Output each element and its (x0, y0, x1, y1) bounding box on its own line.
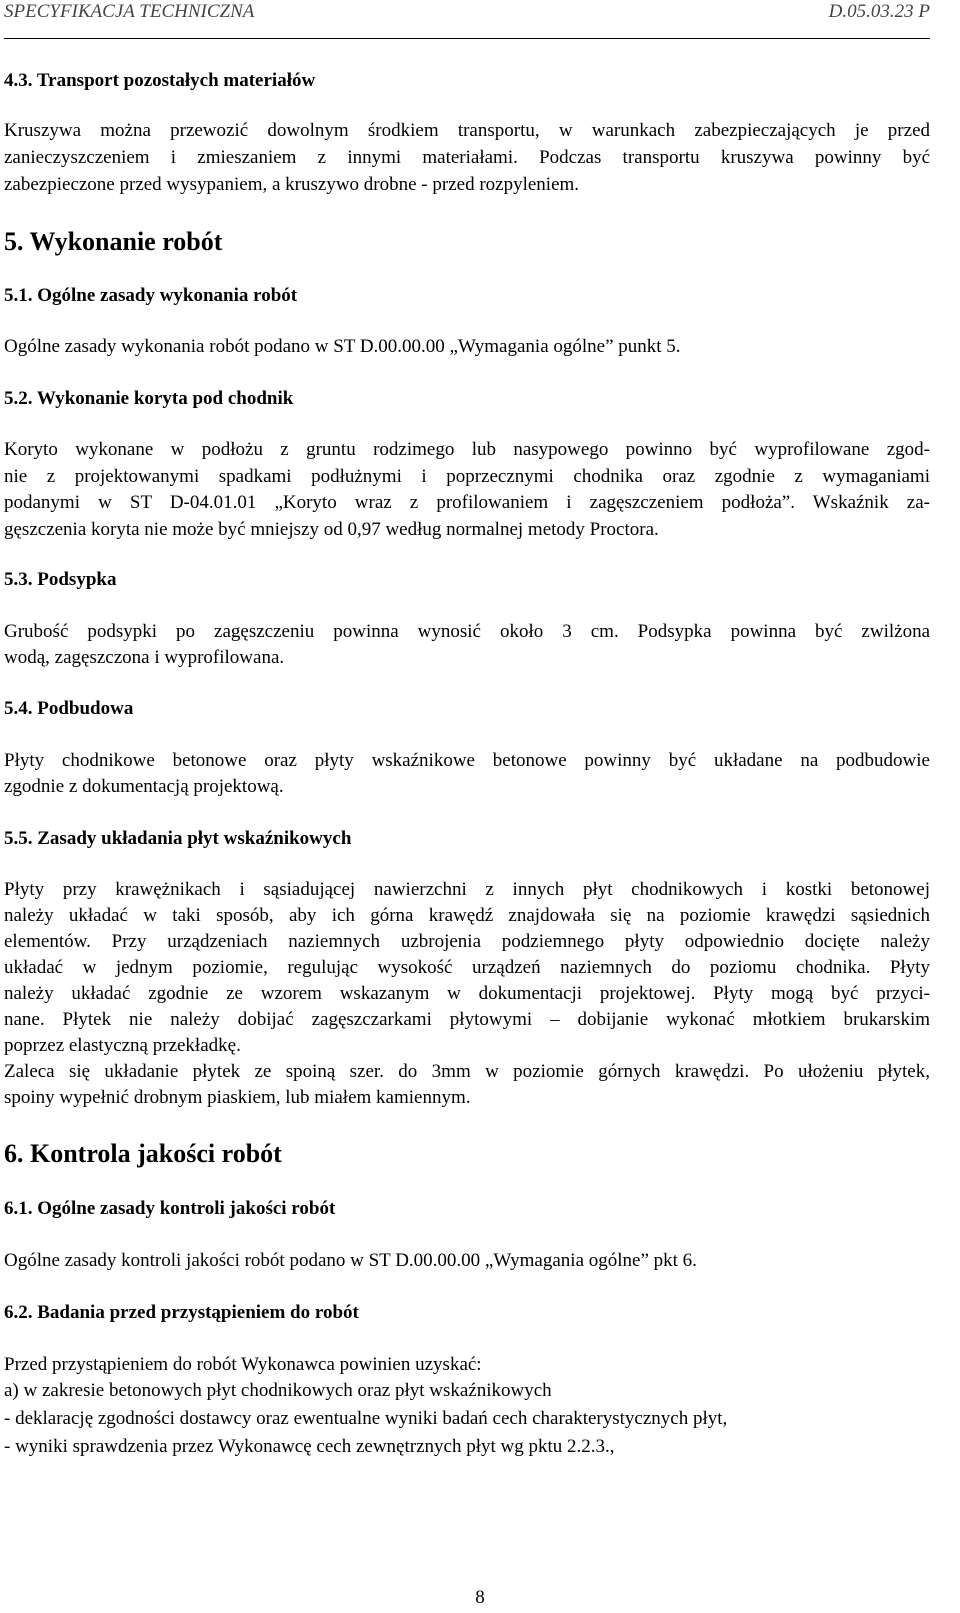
heading-5: 5. Wykonanie robót (4, 227, 223, 256)
paragraph-line: Kruszywa można przewozić dowolnym środkiem transportu, w warunkach zabezpieczających je przed (4, 120, 930, 141)
page-header (4, 0, 930, 39)
paragraph-line: Płyty przy krawężnikach i sąsiadującej nawierzchni z innych płyt chodnikowych i kostki betonowej (4, 879, 930, 900)
paragraph-line: Ogólne zasady kontroli jakości robót podano w ST D.00.00.00 „Wymagania ogólne” pkt 6. (4, 1250, 697, 1271)
paragraph-line: Grubość podsypki po zagęszczeniu powinna wynosić około 3 cm. Podsypka powinna być zwilżona (4, 621, 930, 642)
paragraph-line: elementów. Przy urządzeniach naziemnych uzbrojenia podziemnego płyty odpowiednio docięte należy (4, 931, 930, 952)
paragraph-line: nane. Płytek nie należy dobijać zagęszczarkami płytowymi – dobijanie wykonać młotkiem brukarskim (4, 1009, 930, 1030)
paragraph-line: spoiny wypełnić drobnym piaskiem, lub miałem kamiennym. (4, 1087, 471, 1108)
paragraph-line: a) w zakresie betonowych płyt chodnikowych oraz płyt wskaźnikowych (4, 1380, 552, 1401)
paragraph-line: Koryto wykonane w podłożu z gruntu rodzimego lub nasypowego powinno być wyprofilowane zgod- (4, 439, 930, 460)
paragraph-line: wodą, zagęszczona i wyprofilowana. (4, 647, 285, 668)
heading-5-3: 5.3. Podsypka (4, 569, 117, 590)
paragraph-line: zabezpieczone przed wysypaniem, a kruszywo drobne - przed rozpyleniem. (4, 174, 580, 195)
paragraph-line: podanymi w ST D-04.01.01 „Koryto wraz z profilowaniem i zagęszczeniem podłoża”. Wskaźnik za- (4, 492, 930, 513)
page-number: 8 (475, 1587, 485, 1608)
paragraph-line: Zaleca się układanie płytek ze spoiną szer. do 3mm w poziomie górnych krawędzi. Po ułożeniu płytek, (4, 1061, 930, 1082)
paragraph-line: zgodnie z dokumentacją projektową. (4, 776, 284, 797)
heading-6-1: 6.1. Ogólne zasady kontroli jakości robót (4, 1198, 336, 1219)
paragraph-line: poprzez elastyczną przekładkę. (4, 1035, 241, 1056)
paragraph-line: Ogólne zasady wykonania robót podano w ST D.00.00.00 „Wymagania ogólne” punkt 5. (4, 336, 681, 357)
paragraph-line: układać w jednym poziomie, regulując wysokość urządzeń naziemnych do poziomu chodnika. Płyty (4, 957, 930, 978)
paragraph-line: nie z projektowanymi spadkami podłużnymi i poprzecznymi chodnika oraz zgodnie z wymaganiami (4, 466, 930, 487)
heading-4-3: 4.3. Transport pozostałych materiałów (4, 70, 316, 91)
paragraph-line: należy układać w taki sposób, aby ich górna krawędź znajdowała się na poziomie krawędzi sąsiednich (4, 905, 930, 926)
header-title: SPECYFIKACJA TECHNICZNA (4, 1, 255, 22)
heading-5-1: 5.1. Ogólne zasady wykonania robót (4, 285, 298, 306)
heading-5-2: 5.2. Wykonanie koryta pod chodnik (4, 388, 294, 409)
heading-6: 6. Kontrola jakości robót (4, 1139, 282, 1168)
paragraph-line: gęszczenia koryta nie może być mniejszy od 0,97 według normalnej metody Proctora. (4, 519, 659, 540)
paragraph-line: należy układać zgodnie ze wzorem wskazanym w dokumentacji projektowej. Płyty mogą być przyci- (4, 983, 930, 1004)
paragraph-line: - wyniki sprawdzenia przez Wykonawcę cech zewnętrznych płyt wg pktu 2.2.3., (4, 1436, 615, 1457)
paragraph-line: Przed przystąpieniem do robót Wykonawca powinien uzyskać: (4, 1354, 482, 1375)
paragraph-line: - deklarację zgodności dostawcy oraz ewentualne wyniki badań cech charakterystycznych płyt, (4, 1408, 728, 1429)
heading-6-2: 6.2. Badania przed przystąpieniem do robót (4, 1302, 359, 1323)
paragraph-line: Płyty chodnikowe betonowe oraz płyty wskaźnikowe betonowe powinny być układane na podbudowie (4, 750, 930, 771)
header-doc-code: D.05.03.23 P (828, 1, 930, 22)
paragraph-line: zanieczyszczeniem i zmieszaniem z innymi materiałami. Podczas transportu kruszywa powinny być (4, 147, 930, 168)
heading-5-5: 5.5. Zasady układania płyt wskaźnikowych (4, 828, 352, 849)
heading-5-4: 5.4. Podbudowa (4, 698, 134, 719)
